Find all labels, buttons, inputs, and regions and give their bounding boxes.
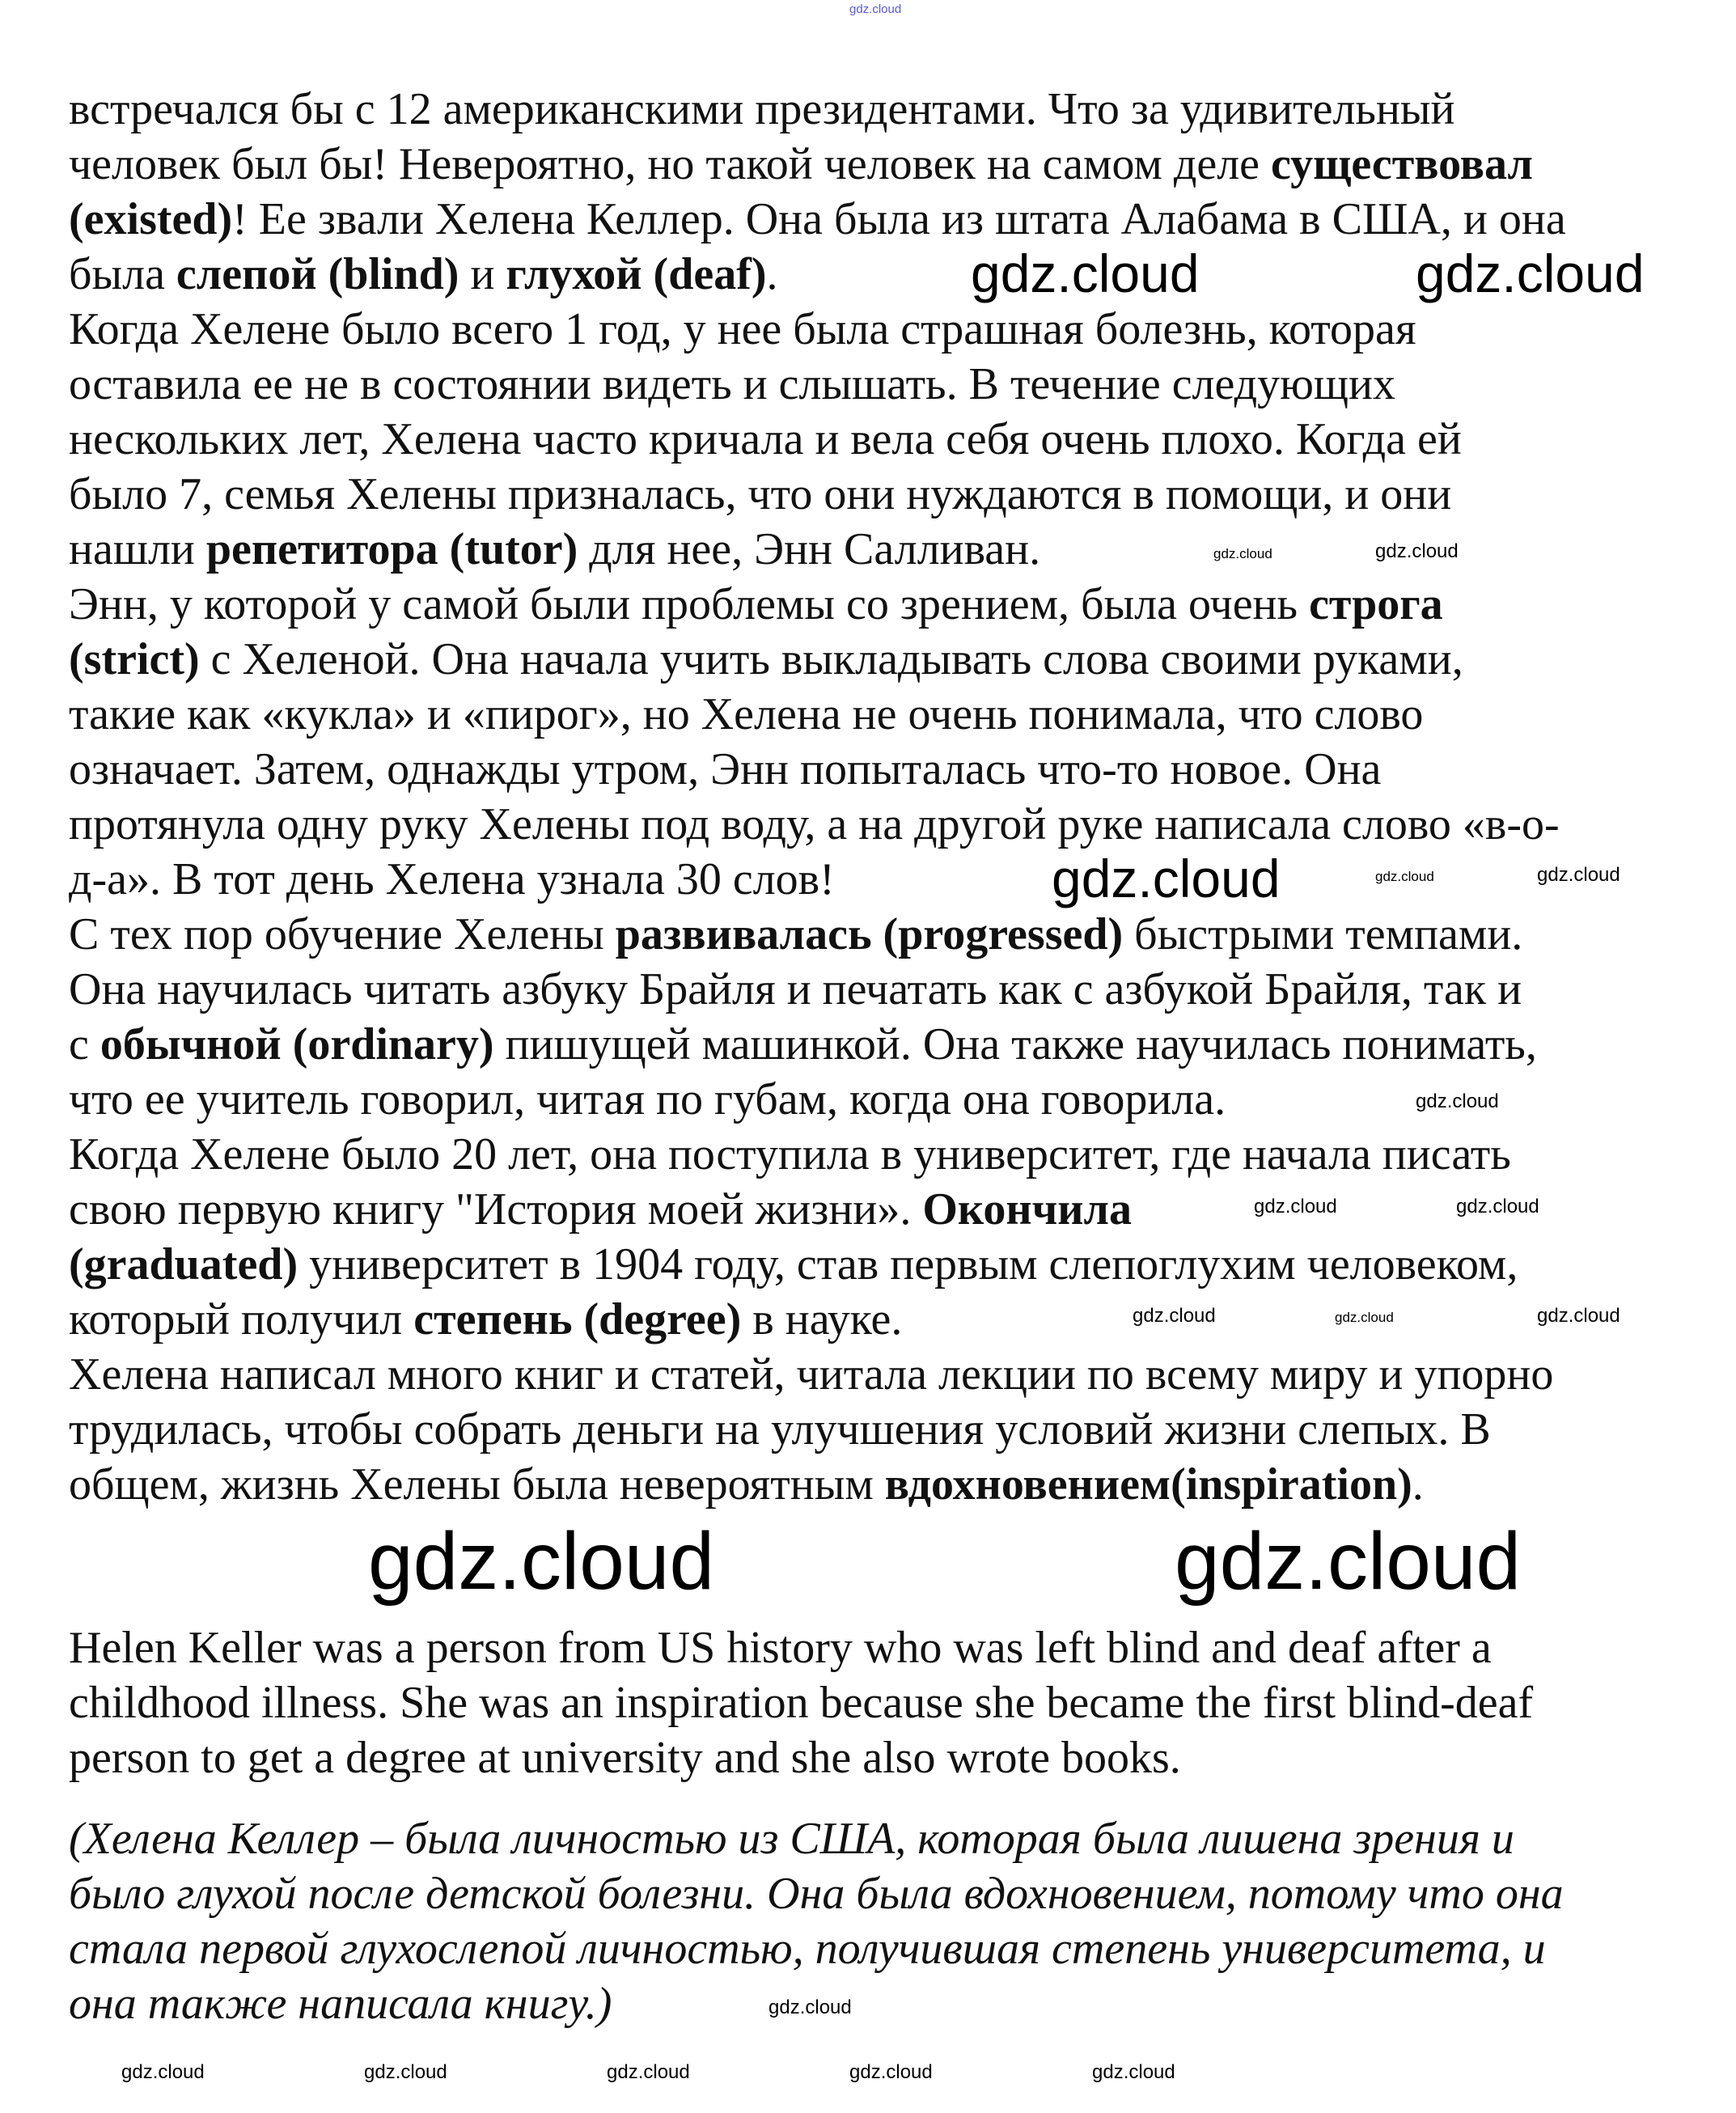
text-segment: Хелена написал много книг и статей, читала лекции по всему миру и упорно xyxy=(69,1349,1554,1399)
bold-vocabulary-text: развивалась (progressed) xyxy=(615,909,1124,959)
bold-vocabulary-text: слепой (blind) xyxy=(176,249,459,299)
english-summary-line: person to get a degree at university and she also wrote books. xyxy=(69,1733,1181,1783)
text-line xyxy=(69,522,1040,577)
watermark-gdz-cloud: gdz.cloud xyxy=(1416,1090,1499,1112)
watermark-gdz-cloud: gdz.cloud xyxy=(1092,2061,1175,2083)
watermark-gdz-cloud: gdz.cloud xyxy=(1375,869,1434,884)
text-segment: означает. Затем, однажды утром, Энн попыталась что-то новое. Она xyxy=(69,744,1382,794)
english-summary-line: childhood illness. She was an inspiration because she became the first blind-deaf xyxy=(69,1678,1534,1728)
text-line xyxy=(69,192,1566,247)
text-segment: Когда Хелене было всего 1 год, у нее была страшная болезнь, которая xyxy=(69,304,1416,354)
watermark-gdz-cloud: gdz.cloud xyxy=(1254,1196,1337,1217)
text-segment: Энн, у которой у самой были проблемы со зрением, была очень xyxy=(69,579,1310,629)
text-line xyxy=(69,687,1423,742)
text-segment: человек был бы! Невероятно, но такой человек на самом деле xyxy=(69,139,1271,189)
text-segment: д-а». В тот день Хелена узнала 30 слов! xyxy=(69,854,835,904)
text-line xyxy=(69,852,835,907)
text-segment: свою первую книгу "История моей жизни». xyxy=(69,1184,923,1234)
bold-vocabulary-text: Окончила xyxy=(922,1184,1132,1234)
text-segment: общем, жизнь Хелены была невероятным xyxy=(69,1459,885,1510)
watermark-gdz-cloud: gdz.cloud xyxy=(849,2061,933,2083)
watermark-gdz-cloud: gdz.cloud xyxy=(607,2061,690,2083)
text-segment: было 7, семья Хелены призналась, что они нуждаются в помощи, и они xyxy=(69,469,1452,519)
text-segment: трудилась, чтобы собрать деньги на улучшения условий жизни слепых. В xyxy=(69,1404,1491,1455)
text-line xyxy=(69,577,1443,632)
text-segment: ! Ее звали Хелена Келлер. Она была из штата Алабама в США, и она xyxy=(232,194,1566,244)
text-line xyxy=(69,1017,1537,1072)
text-segment: пишущей машинкой. Она также научилась понимать, xyxy=(493,1019,1537,1069)
bold-vocabulary-text: (strict) xyxy=(69,634,200,684)
watermark-gdz-cloud: gdz.cloud xyxy=(849,2,902,16)
text-segment: с Хеленой. Она начала учить выкладывать слова своими руками, xyxy=(199,634,1463,684)
bold-vocabulary-text: степень (degree) xyxy=(413,1294,742,1344)
watermark-gdz-cloud: gdz.cloud xyxy=(971,243,1200,303)
text-segment: была xyxy=(69,249,176,299)
translation-line: она также написала книгу.) xyxy=(69,1979,612,2029)
text-segment: для нее, Энн Салливан. xyxy=(578,524,1041,574)
watermark-gdz-cloud: gdz.cloud xyxy=(1213,546,1272,561)
text-line xyxy=(69,1457,1424,1512)
text-segment: С тех пор обучение Хелены xyxy=(69,909,616,959)
watermark-gdz-cloud: gdz.cloud xyxy=(1052,849,1281,908)
bold-vocabulary-text: строга xyxy=(1309,579,1443,629)
text-line xyxy=(69,82,1455,137)
text-segment: встречался бы с 12 американскими президентами. Что за удивительный xyxy=(69,84,1455,134)
watermark-gdz-cloud: gdz.cloud xyxy=(121,2061,205,2083)
bold-vocabulary-text: репетитора (tutor) xyxy=(205,524,578,574)
translation-line: стала первой глухослепой личностью, получившая степень университета, и xyxy=(69,1924,1546,1974)
text-segment: оставила ее не в состоянии видеть и слышать. В течение следующих xyxy=(69,359,1396,409)
text-line xyxy=(69,1402,1491,1457)
text-segment: протянула одну руку Хелены под воду, а на другой руке написала слово «в-о- xyxy=(69,799,1560,849)
text-line xyxy=(69,1292,902,1347)
text-segment: и xyxy=(459,249,506,299)
text-line xyxy=(69,302,1416,357)
text-segment: такие как «кукла» и «пирог», но Хелена не очень понимала, что слово xyxy=(69,689,1424,739)
text-line xyxy=(69,412,1462,467)
text-line xyxy=(69,247,778,302)
text-segment: нескольких лет, Хелена часто кричала и вела себя очень плохо. Когда ей xyxy=(69,414,1462,464)
text-segment: с xyxy=(69,1019,100,1069)
english-summary-line: Helen Keller was a person from US history who was left blind and deaf after a xyxy=(69,1623,1492,1673)
translation-line: было глухой после детской болезни. Она была вдохновением, потому что она xyxy=(69,1869,1564,1919)
text-line xyxy=(69,1072,1226,1127)
translation-line: (Хелена Келлер – была личностью из США, которая была лишена зрения и xyxy=(69,1814,1514,1864)
bold-vocabulary-text: обычной (ordinary) xyxy=(100,1019,494,1069)
text-line xyxy=(69,1237,1518,1292)
text-line xyxy=(69,1347,1553,1402)
text-segment: университет в 1904 году, став первым слепоглухим человеком, xyxy=(298,1239,1518,1289)
text-line xyxy=(69,797,1560,852)
text-line xyxy=(69,907,1522,962)
text-line xyxy=(69,962,1522,1017)
text-line xyxy=(69,742,1381,797)
watermark-gdz-cloud: gdz.cloud xyxy=(1416,243,1645,303)
text-segment: Когда Хелене было 20 лет, она поступила в университет, где начала писать xyxy=(69,1129,1511,1179)
text-segment: . xyxy=(1412,1459,1424,1510)
bold-vocabulary-text: вдохновением(inspiration) xyxy=(884,1459,1412,1510)
text-line xyxy=(69,467,1451,522)
watermark-gdz-cloud: gdz.cloud xyxy=(368,1516,715,1607)
watermark-gdz-cloud: gdz.cloud xyxy=(1456,1196,1539,1217)
watermark-gdz-cloud: gdz.cloud xyxy=(1375,540,1459,562)
text-segment: Она научилась читать азбуку Брайля и печатать как с азбукой Брайля, так и xyxy=(69,964,1522,1014)
text-line xyxy=(69,632,1463,687)
text-segment: быстрыми темпами. xyxy=(1123,909,1523,959)
text-segment: который получил xyxy=(69,1294,414,1344)
bold-vocabulary-text: (graduated) xyxy=(69,1239,299,1289)
watermark-gdz-cloud: gdz.cloud xyxy=(1175,1516,1522,1607)
text-line xyxy=(69,137,1533,192)
watermark-gdz-cloud: gdz.cloud xyxy=(768,1997,852,2018)
bold-vocabulary-text: (existed) xyxy=(69,194,233,244)
bold-vocabulary-text: глухой (deaf) xyxy=(506,249,767,299)
watermark-gdz-cloud: gdz.cloud xyxy=(364,2061,447,2083)
text-segment: что ее учитель говорил, читая по губам, когда она говорила. xyxy=(69,1074,1226,1124)
text-segment: в науке. xyxy=(741,1294,903,1344)
watermark-gdz-cloud: gdz.cloud xyxy=(1537,1305,1620,1327)
watermark-gdz-cloud: gdz.cloud xyxy=(1133,1305,1216,1327)
bold-vocabulary-text: существовал xyxy=(1271,139,1533,189)
watermark-gdz-cloud: gdz.cloud xyxy=(1335,1310,1394,1325)
text-line xyxy=(69,1182,1132,1237)
watermark-gdz-cloud: gdz.cloud xyxy=(1537,864,1620,886)
text-segment: . xyxy=(766,249,778,299)
text-line xyxy=(69,1127,1511,1182)
text-segment: нашли xyxy=(69,524,206,574)
text-line xyxy=(69,357,1395,412)
